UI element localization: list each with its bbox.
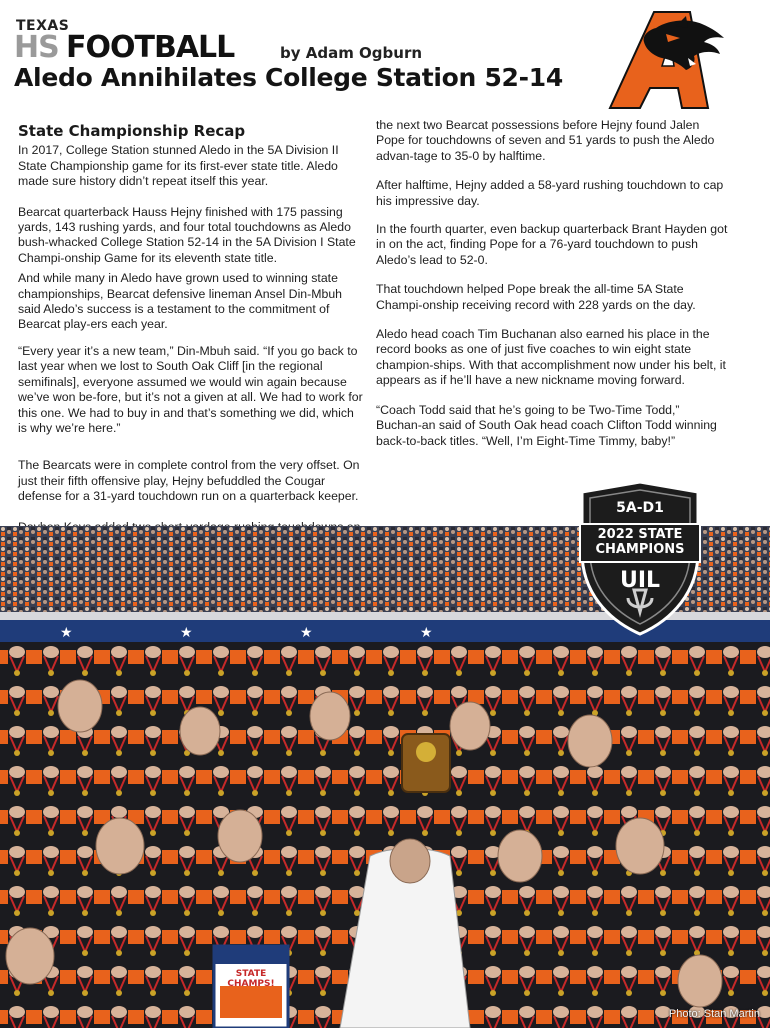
svg-text:★: ★ <box>60 625 73 641</box>
paragraph: After halftime, Hejny added a 58-yard rushing touchdown to cap his impressive day. <box>376 178 724 208</box>
section-heading: State Championship Recap <box>18 122 246 140</box>
paragraph: In 2017, College Station stunned Aledo in the 5A Division II State Championship game for its first-ever state title. Aledo made sure history didn’t repeat itself this year. <box>18 143 339 189</box>
paragraph: The Bearcats were in complete control from the very offset. On just their fifth offensive play, Hejny befuddled the Cougar defense for a 31-yard touchdown run on a quarterback keeper. <box>18 458 360 504</box>
badge-line2: CHAMPIONS <box>595 542 685 557</box>
paragraph: That touchdown helped Pope break the all-time 5A State Champi-onship receiving record with 228 yards on the day. <box>376 282 696 312</box>
paragraph: And while many in Aledo have grown used to winning state championships, Bearcat defensive lineman Ansel Din-Mbuh said Aledo’s success is a testament to the commitment of Bearcat play-ers each year. <box>18 271 342 332</box>
paragraph: Bearcat quarterback Hauss Hejny finished with 175 passing yards, 143 rushing yards, and four total touchdowns as Aledo bush-whacked College Station 52-14 in the 5A Division I State Champi-onship Game for its eleventh state title. <box>18 204 356 265</box>
article-column-2 <box>376 118 728 449</box>
masthead-football: FOOTBALL <box>66 30 235 65</box>
masthead-texas: TEXAS <box>16 18 70 34</box>
state-champs-banner: STATE CHAMPS! <box>227 969 275 989</box>
photo-credit: Photo: Stan Martin <box>668 1008 760 1020</box>
article-column-1 <box>18 124 364 535</box>
headline: Aledo Annihilates College Station 52-14 <box>14 63 563 92</box>
paragraph: “Coach Todd said that he’s going to be Two-Time Todd,” Buchan-an said of South Oak head coach Clifton Todd winning back-to-back titles. “Well, I’m Eight-Time Timmy, baby!” <box>376 402 717 448</box>
paragraph: the next two Bearcat possessions before Hejny found Jalen Pope for touchdowns of seven and 51 yards to push the Aledo advan-tage to 35-0 by halftime. <box>376 118 715 163</box>
byline: by Adam Ogburn <box>280 44 423 62</box>
badge-org: UIL <box>619 568 661 593</box>
badge-line1: 2022 STATE <box>597 527 683 542</box>
paragraph: “Every year it’s a new team,” Din-Mbuh said. “If you go back to last year when we lost to South Oak Cliff [in the regional semifinals], everyone assumed we would win again because we’ve won be-fore, but it’s not a given at all. We had to work for this one. We had to buy in and that’s something we did, which is why we’re here.” <box>18 343 363 435</box>
aledo-bearcat-logo <box>596 8 728 112</box>
badge-division: 5A-D1 <box>616 500 664 516</box>
badge-title <box>574 527 706 557</box>
svg-text:★: ★ <box>180 625 193 641</box>
svg-text:★: ★ <box>420 625 433 641</box>
svg-text:★: ★ <box>300 625 313 641</box>
paragraph: Aledo head coach Tim Buchanan also earned his place in the record books as one of just five coaches to win eight state champion-ships. With that accomplishment now under his belt, it appears as if he’ll have a new nickname moving forward. <box>376 327 726 388</box>
paragraph: In the fourth quarter, even backup quarterback Brant Hayden got in on the act, finding Pope for a 76-yard touchdown to push Aledo’s lead to 52-0. <box>376 222 728 267</box>
masthead-hs: HS <box>14 30 59 65</box>
